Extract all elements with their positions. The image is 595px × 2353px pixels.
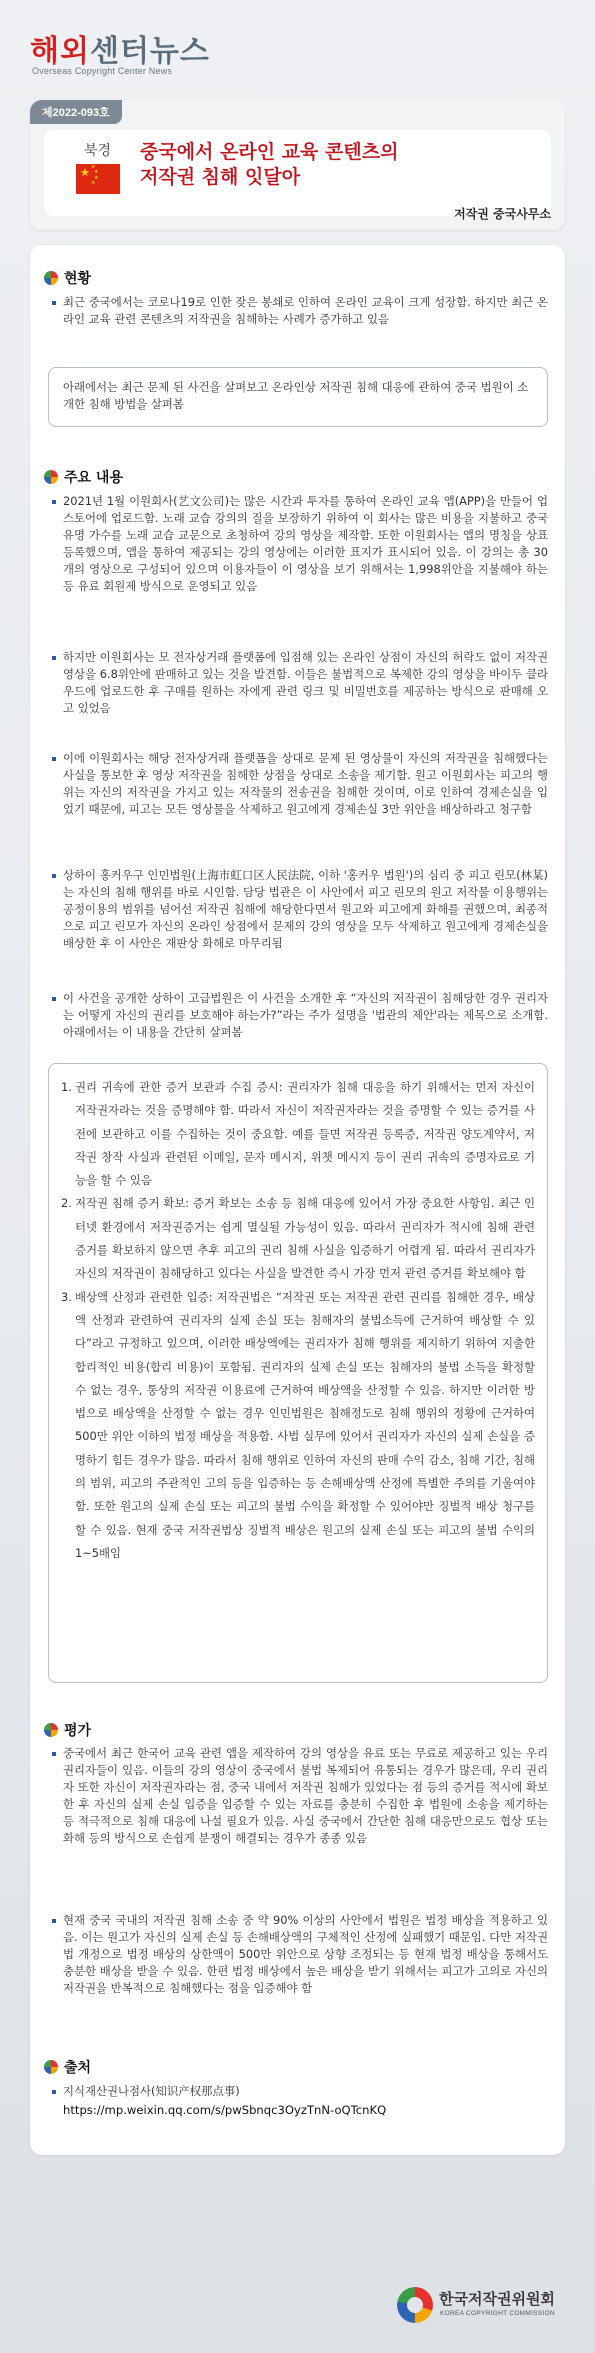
source-url-link[interactable]: https://mp.weixin.qq.com/s/pwSbnqc3OyzTnN-oQTcnKQ	[63, 2103, 387, 2117]
kcc-logo: 한국저작권위원회 KOREA COPYRIGHT COMMISSION	[397, 2285, 567, 2327]
intro-box: 아래에서는 최근 문제 된 사건을 살펴보고 온라인상 저작권 침해 대응에 관하여 중국 법원이 소개한 침해 방법을 살펴봄	[48, 367, 548, 427]
header	[0, 0, 595, 100]
section-bullet-icon	[44, 2060, 58, 2074]
main-bullet-5: 이 사건을 공개한 상하이 고급법원은 이 사건을 소개한 후 “자신의 저작권이 침해당한 경우 권리자는 어떻게 자신의 권리를 보호해야 하는가?”라는 주가 설명을 '법관의 제안'라는 제목으로 소개함. 아래에서는 이 내용을 간단히 살펴봄	[52, 990, 548, 1041]
title-card	[30, 100, 565, 230]
country-label: 북경	[84, 143, 112, 159]
advice-item: 1. 권리 귀속에 관한 증거 보관과 수집 증시: 권리자가 침해 대응을 하기 위해서는 먼저 자신이 저작권자라는 것을 증명해야 함. 따라서 자신이 저작권자라는 것을 증명할 수 있는 증거를 사전에 보관하고 이를 수집하는 것이 중요함. 예를 들면 저작권 등록증, 저작권 양도계약서, 저작권 창작 사실과 관련된 이메일, 문자 메시지, 위챗 메시지 등이 권리 귀속의 증명자료로 기능을 할 수 있음	[61, 1080, 535, 1188]
china-flag-icon: ★ ★ ★ ★ ★	[76, 164, 120, 194]
newsletter-logo: 해외센터뉴스	[30, 34, 210, 69]
advice-item: 3. 배상액 산정과 관련한 입증: 저작권법은 “저작권 또는 저작권 관련 권리를 침해한 경우, 배상액 산정과 관련하여 권리자의 실제 손실 또는 침해자의 불법소득에 근거하여 배상할 수 있다”라고 규정하고 있으며, 이러한 배상액에는 권리자가 침해 행위를 제지하기 위하여 지출한 합리적인 비용(합리 비용)이 포함됨. 권리자의 실제 손실 또는 침해자의 불법 소득을 확정할 수 없는 경우, 통상의 저작권 이용료에 근거하여 배상액을 산정할 수 있음. 하지만 이러한 방법으로 배상액을 산정할 수 없는 경우 인민법원은 침해정도로 침해 행위의 정황에 근거하여 500만 위안 이하의 법정 배상을 적용함. 사법 실무에 있어서 권리자가 자신의 실제 손실을 증명하기 힘든 경우가 많음. 따라서 침해 행위로 인하여 자신의 판매 수익 감소, 침해 기간, 침해의 범위, 피고의 주관적인 고의 등을 입증하는 등 손해배상액 산정에 특별한 주의를 기울여야 함. 또한 원고의 실제 손실 또는 피고의 불법 수익을 확정할 수 있어야만 징벌적 배상 청구를 할 수 있음. 현재 중국 저작권법상 징벌적 배상은 원고의 실제 손실 또는 피고의 불법 수익의 1~5배임	[61, 1289, 535, 1560]
section-heading-source: 출처	[44, 2057, 91, 2077]
footer	[0, 2170, 595, 2353]
article-title: 중국에서 온라인 교육 콘텐츠의 저작권 침해 잇달아	[140, 141, 399, 188]
section-bullet-icon	[44, 1723, 58, 1737]
main-bullet-2: 하지만 이원회사는 모 전자상거래 플랫폼에 입점해 있는 온라인 상점이 자신의 허락도 없이 저작권 영상을 6.8위안에 판매하고 있는 것을 발견함. 이들은 불법적으로 복제한 강의 영상을 바이두 클라우드에 업로드한 후 구매를 원하는 자에게 관련 링크 및 비밀번호를 제공하는 방식으로 판매해 오고 있었음	[52, 649, 548, 717]
newsletter-subtitle: Overseas Copyright Center News	[32, 66, 173, 76]
section-heading-status: 현황	[44, 268, 91, 288]
evaluation-bullet-1: 중국에서 최근 한국어 교육 관련 앱을 제작하여 강의 영상을 유료 또는 무료로 제공하고 있는 우리 권리자들이 있음. 이들의 강의 영상이 중국에서 불법 복제되어 유통되는 경우가 많은데, 우리 권리자 또한 자신이 저작권자라는 점, 중국 내에서 저작권 침해가 있었다는 점 등의 증거를 적시에 확보한 후 자신의 실제 손실 입증을 입증할 수 있는 자료를 충분히 수집한 후 법원에 소송을 제기하는 등 적극적으로 침해 대응에 나설 필요가 있음. 사실 중국에서 간단한 침해 대응만으로도 협상 또는 화해 등의 방식으로 손쉽게 분쟁이 해결되는 경우가 종종 있음	[52, 1745, 548, 1847]
main-bullet-1: 2021년 1월 이원회사(艺文公司)는 많은 시간과 투자를 통하여 온라인 교육 앱(APP)을 만들어 업스토어에 업로드함. 노래 교습 강의의 질을 보장하기 위하여 이 회사는 많은 비용을 지불하고 중국 유명 가수를 노래 교습 교문으로 초청하여 강의 영상을 제작함. 또한 이원회사는 앱의 명칭을 상표 등록했으며, 앱을 통하여 제공되는 강의 영상에는 이러한 표지가 표시되어 있음. 이 강의는 총 30개의 영상으로 구성되어 있으며 이용자들이 이 영상을 보기 위해서는 1,998위안을 지불해야 하는 등 유료 회원제 방식으로 운영되고 있음	[52, 493, 548, 595]
issue-number-badge: 제2022-093호	[30, 100, 122, 124]
status-bullet: 최근 중국에서는 코로나19로 인한 잦은 봉쇄로 인하여 온라인 교육이 크게 성장함. 하지만 최근 온라인 교육 관련 콘텐츠의 저작권을 침해하는 사례가 증가하고 있음	[52, 294, 548, 328]
section-bullet-icon	[44, 470, 58, 484]
main-bullet-3: 이에 이원회사는 해당 전자상거래 플랫폼을 상대로 문제 된 영상물이 자신의 저작권을 침해했다는 사실을 통보한 후 영상 저작권을 침해한 상점을 상대로 소송을 제기함. 원고 이원회사는 피고의 행위는 자신의 저작권을 가지고 있는 저작물의 전송권을 침해한 것이며, 이로 인하여 경제손실을 입었기 때문에, 피고는 모든 영상물을 삭제하고 원고에게 경제손실 3만 위안을 배상하라고 청구함	[52, 750, 548, 818]
section-bullet-icon	[44, 271, 58, 285]
office-label: 저작권 중국사무소	[454, 207, 551, 221]
content-card	[30, 245, 565, 2155]
main-bullet-4: 상하이 홍커우구 인민법원(上海市虹口区人民法院, 이하 '홍커우 법원')의 심리 중 피고 린모(林某)는 자신의 침해 행위를 바로 시인함. 담당 법관은 이 사안에서 피고 린모의 원고 저작물 이용행위는 공정이용의 범위를 넘어선 저작권 침해에 해당한다면서 원고와 피고에게 화해를 권했으며, 최종적으로 피고 린모가 자신의 온라인 상점에서 문제의 강의 영상을 모두 삭제하고 원고에게 경제손실을 배상한 후 이 사안은 재판상 화해로 마무리됨	[52, 867, 548, 952]
source-bullet: 지식재산권나점사(知识产权那点事)	[52, 2083, 548, 2100]
section-heading-main: 주요 내용	[44, 467, 123, 487]
advice-list-box	[48, 1063, 548, 1683]
section-heading-evaluation: 평가	[44, 1720, 91, 1740]
evaluation-bullet-2: 현재 중국 국내의 저작권 침해 소송 중 약 90% 이상의 사안에서 법원은 법정 배상을 적용하고 있음. 이는 원고가 자신의 실제 손실 등 손해배상액의 구체적인 산정에 실패했기 때문임. 다만 저작권법 개정으로 법정 배상의 상한액이 500만 위안으로 상향 조정되는 등 현재 법정 배상을 통해서도 충분한 배상을 받을 수 있음. 한편 법정 배상에서 높은 배상을 받기 위해서는 피고가 고의로 자신의 저작권을 반복적으로 침해했다는 점을 입증해야 함	[52, 1912, 548, 1997]
kcc-emblem-icon	[397, 2287, 433, 2323]
advice-item: 2. 저작권 침해 증거 확보: 증거 확보는 소송 등 침해 대응에 있어서 가장 중요한 사항임. 최근 인터넷 환경에서 저작권증거는 쉽게 멸실될 가능성이 있음. 따라서 권리자가 적시에 침해 관련 증거를 확보하지 않으면 추후 피고의 권리 침해 사실을 입증하기 어렵게 됨. 따라서 권리자가 자신의 저작권이 침해당하고 있다는 사실을 발견한 즉시 가장 먼저 관련 증거를 확보해야 함	[61, 1196, 535, 1281]
title-box	[44, 130, 551, 216]
